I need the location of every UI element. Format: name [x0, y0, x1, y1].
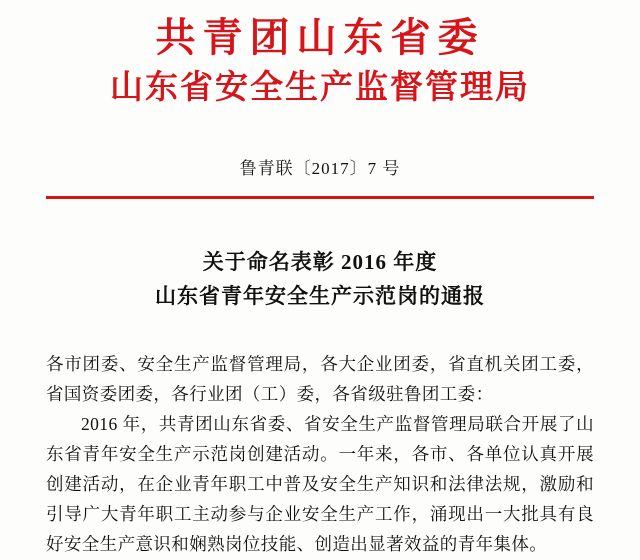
red-divider-rule	[46, 196, 594, 199]
issuing-organization-line-1: 共青团山东省委	[155, 15, 485, 60]
body-salutation: 各市团委、安全生产监督管理局，各大企业团委，省直机关团工委，省国资委团委，各行业团（工）委，各省级驻鲁团工委：	[46, 353, 594, 404]
document-title-line-1: 关于命名表彰 2016 年度	[202, 249, 438, 274]
body-paragraph-1: 2016 年，共青团山东省委、省安全生产监督管理局联合开展了山东省青年安全生产示范岗创建活动。一年来，各市、各单位认真开展创建活动，在企业青年职工中普及安全生产知识和法律法规，激励和引导广大青年职工主动参与企业安全生产工作，涌现出一大批具有良好安全生产意识和娴熟岗位技能、创造出显著效益的青年集体。	[46, 413, 594, 555]
document-number: 鲁青联〔2017〕7 号	[239, 158, 401, 178]
masthead	[46, 0, 594, 110]
document-title-line-2: 山东省青年安全生产示范岗的通报	[155, 283, 485, 308]
document-title	[46, 245, 594, 313]
issuing-organization-line-2: 山东省安全生产监督管理局	[110, 69, 530, 106]
document-body	[46, 349, 594, 560]
